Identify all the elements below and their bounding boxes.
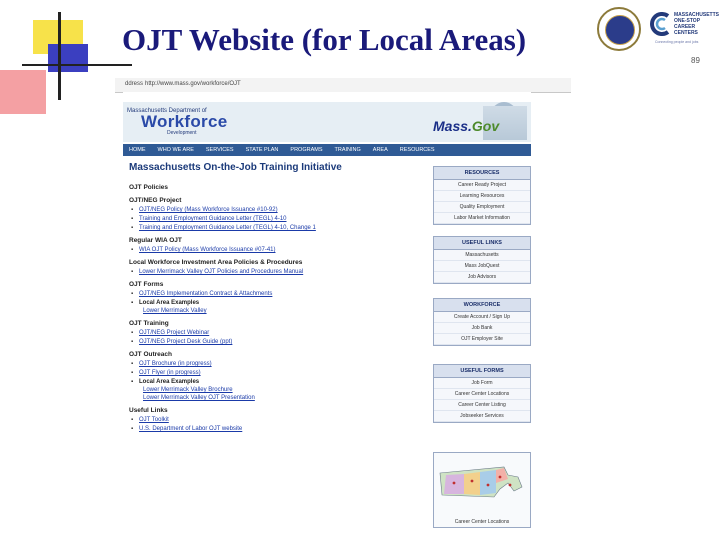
sidebar-box-useful-links [433,236,531,284]
decorative-blue-square [48,44,88,72]
link-lmv-presentation[interactable]: Lower Merrimack Valley OJT Presentation [143,395,255,401]
link-ojt-toolkit[interactable]: ▪ OJT Toolkit [129,417,419,423]
nav-who-we-are[interactable]: WHO WE ARE [157,147,194,153]
website-screenshot [115,78,571,525]
career-centers-logo-icon [650,12,672,36]
link-neg-policy[interactable]: ▪ OJT/NEG Policy (Mass Workforce Issuance #10-92) [129,207,419,213]
state-seal-icon [597,7,641,51]
section-ojt-outreach: OJT Outreach [129,351,172,358]
link-implementation-contract[interactable]: ▪ OJT/NEG Implementation Contract & Attachments [129,291,419,297]
career-center-map[interactable] [433,452,531,528]
nav-area[interactable]: AREA [372,147,388,153]
map-caption[interactable]: Career Center Locations [454,519,510,525]
box-title: RESOURCES [434,167,530,180]
section-ojt-policies: OJT Policies [129,184,169,191]
link-flyer[interactable]: ▪ OJT Flyer (in progress) [129,370,419,376]
section-useful-links: Useful Links [129,407,168,414]
address-label: ddress [125,81,144,87]
web-page [123,92,531,525]
outreach-local-examples: ▪ Local Area Examples [129,379,419,385]
career-centers-logo-text: MASSACHUSETTS ONE-STOP CAREER CENTERS [674,12,720,36]
main-content [129,178,419,432]
page-heading: Massachusetts On-the-Job Training Initiative [129,162,342,173]
box-title: WORKFORCE [434,299,530,312]
nav-state-plan[interactable]: STATE PLAN [245,147,279,153]
sidebar-link[interactable]: Career Center Listing [434,400,530,411]
box-title: USEFUL LINKS [434,237,530,250]
sidebar-box-useful-forms [433,364,531,423]
massachusetts-map-icon [434,453,530,513]
sidebar-link[interactable]: Massachusetts [434,250,530,261]
sidebar-link[interactable]: Create Account / Sign Up [434,312,530,323]
nav-services[interactable]: SERVICES [205,147,234,153]
sidebar-link[interactable]: OJT Employer Site [434,334,530,345]
subsection-ojt-neg: OJT/NEG Project [129,197,182,204]
link-wia-policy[interactable]: ▪ WIA OJT Policy (Mass Workforce Issuance #07-41) [129,247,419,253]
nav-resources[interactable]: RESOURCES [399,147,435,153]
link-forms-lmv[interactable]: Lower Merrimack Valley [143,308,207,314]
nav-training[interactable]: TRAINING [334,147,361,153]
career-centers-logo-subtext: Connecting people and jobs [655,40,699,44]
address-url[interactable]: http://www.mass.gov/workforce/OJT [145,81,241,87]
link-brochure[interactable]: ▪ OJT Brochure (in progress) [129,361,419,367]
agency-logo-workforce[interactable]: Workforce [141,112,228,131]
link-lmv-brochure[interactable]: Lower Merrimack Valley Brochure [143,387,233,393]
link-desk-guide[interactable]: ▪ OJT/NEG Project Desk Guide (ppt) [129,339,419,345]
sidebar-link[interactable]: Quality Employment [434,202,530,213]
sidebar-link[interactable]: Job Advisors [434,272,530,283]
link-tegl-4-10[interactable]: ▪ Training and Employment Guidance Letter (TEGL) 4-10 [129,216,419,222]
decorative-red-square [0,70,46,114]
subsection-local-policies: Local Workforce Investment Area Policies & Procedures [129,259,303,266]
decorative-horizontal-line [22,64,132,66]
sidebar-link[interactable]: Learning Resources [434,191,530,202]
decorative-vertical-line [58,12,61,100]
link-webinar[interactable]: ▪ OJT/NEG Project Webinar [129,330,419,336]
sidebar-link[interactable]: Jobseeker Services [434,411,530,422]
agency-name-development: Development [167,130,197,136]
link-tegl-4-10-change[interactable]: ▪ Training and Employment Guidance Letter (TEGL) 4-10, Change 1 [129,225,419,231]
mass-gov-logo[interactable]: Mass.Gov [433,118,500,134]
sidebar-link[interactable]: Job Form [434,378,530,389]
nav-programs[interactable]: PROGRAMS [290,147,323,153]
sidebar-link[interactable]: Career Center Locations [434,389,530,400]
link-dol-ojt[interactable]: ▪ U.S. Department of Labor OJT website [129,426,419,432]
sidebar-box-resources [433,166,531,225]
nav-home[interactable]: HOME [129,147,146,153]
section-ojt-forms: OJT Forms [129,281,164,288]
sidebar-box-workforce [433,298,531,346]
forms-local-examples: ▪ Local Area Examples [129,300,419,306]
sidebar-link[interactable]: Career Ready Project [434,180,530,191]
box-title: USEFUL FORMS [434,365,530,378]
slide-title: OJT Website (for Local Areas) [122,22,527,57]
site-nav-bar [123,144,531,156]
subsection-regular-wia: Regular WIA OJT [129,237,182,244]
sidebar-link[interactable]: Labor Market Information [434,213,530,224]
sidebar-link[interactable]: Mass JobQuest [434,261,530,272]
sidebar-link[interactable]: Job Bank [434,323,530,334]
page-number: 89 [691,56,700,65]
address-bar[interactable] [115,78,571,93]
section-ojt-training: OJT Training [129,320,169,327]
agency-name-small: Massachusetts Department of [127,108,207,114]
link-lmv-manual[interactable]: ▪ Lower Merrimack Valley OJT Policies and Procedures Manual [129,269,419,275]
